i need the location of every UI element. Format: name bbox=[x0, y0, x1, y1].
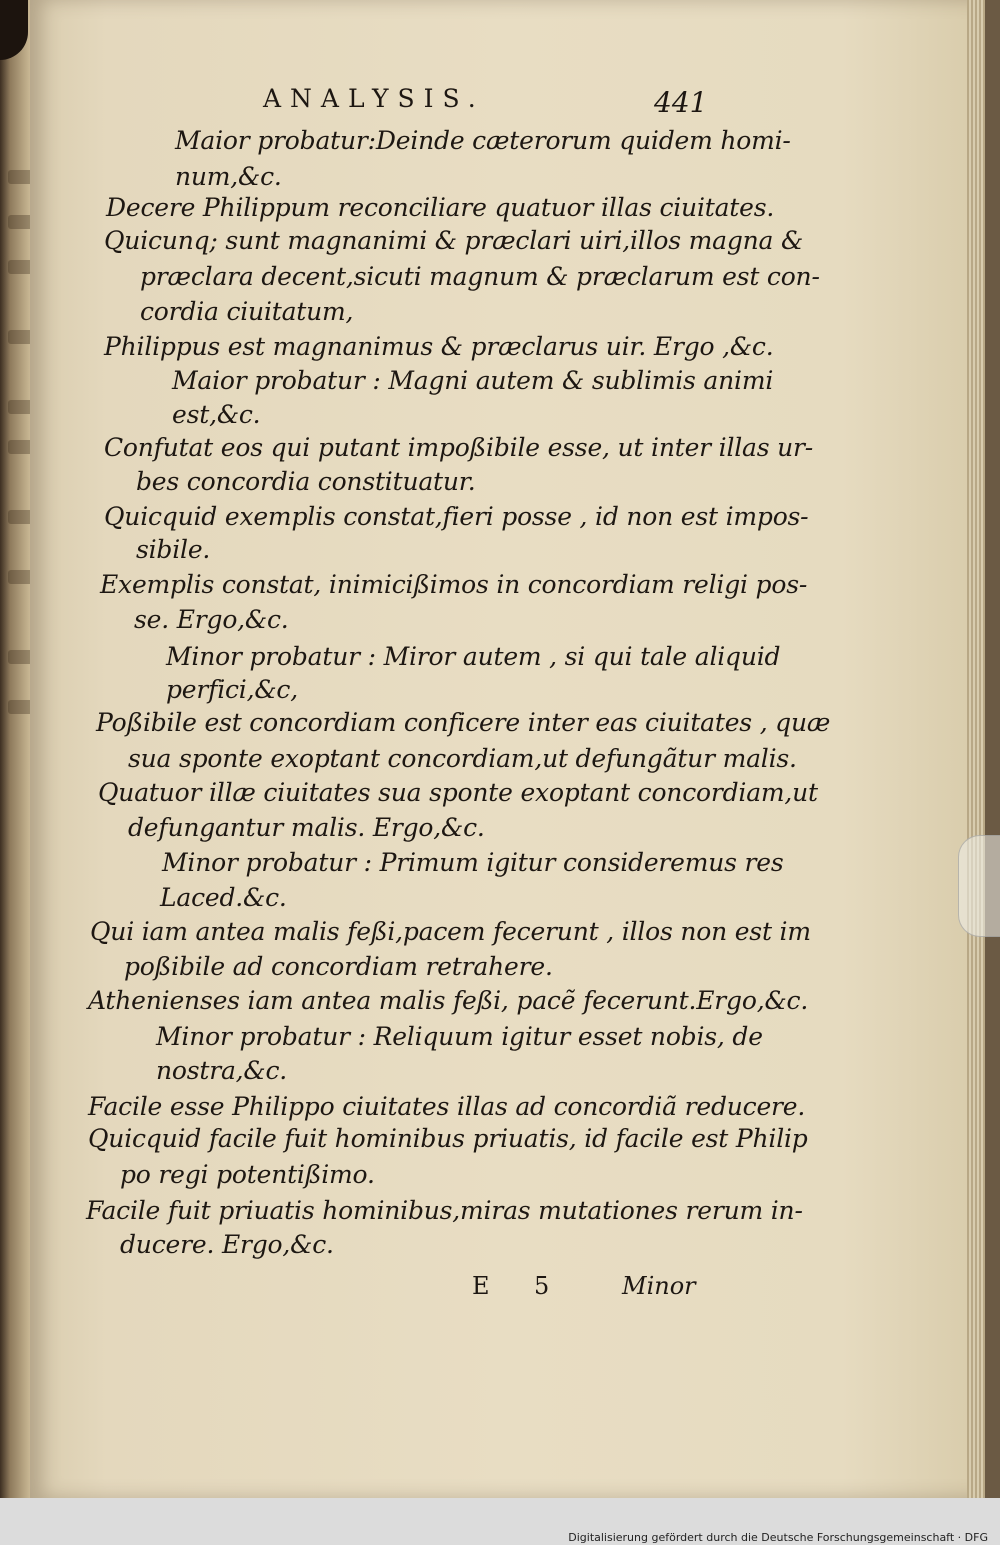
text-line: Quatuor illæ ciuitates sua sponte exoptant concordiam,ut bbox=[98, 778, 818, 807]
text-line: Poßibile est concordiam conficere inter eas ciuitates , quæ bbox=[96, 708, 831, 737]
signature-mark: E bbox=[472, 1272, 490, 1300]
text-line: ducere. Ergo,&c. bbox=[120, 1230, 334, 1259]
text-line: sibile. bbox=[136, 535, 211, 564]
text-line: Minor probatur : Reliquum igitur esset nobis, de bbox=[156, 1022, 763, 1051]
text-line: Facile esse Philippo ciuitates illas ad concordiã reducere. bbox=[88, 1092, 806, 1121]
text-line: num,&c. bbox=[175, 162, 282, 191]
text-line: Philippus est magnanimus & præclarus uir. Ergo ,&c. bbox=[104, 332, 774, 361]
catchword: Minor bbox=[622, 1272, 696, 1300]
text-line: Quicquid exemplis constat,fieri posse , id non est impos- bbox=[104, 502, 809, 531]
text-line: bes concordia constituatur. bbox=[136, 467, 476, 496]
text-line: Minor probatur : Primum igitur consideremus res bbox=[162, 848, 784, 877]
text-line: Maior probatur:Deinde cæterorum quidem homi- bbox=[175, 126, 791, 155]
text-line: Quicunq; sunt magnanimi & præclari uiri,illos magna & bbox=[104, 226, 804, 255]
text-line: se. Ergo,&c. bbox=[134, 605, 289, 634]
signature-number: 5 bbox=[534, 1272, 550, 1300]
text-line: Athenienses iam antea malis feßi, pacẽ fecerunt.Ergo,&c. bbox=[88, 986, 809, 1015]
text-line: po regi potentißimo. bbox=[120, 1160, 375, 1189]
text-line: Maior probatur : Magni autem & sublimis animi bbox=[172, 366, 774, 395]
text-line: sua sponte exoptant concordiam,ut defungãtur malis. bbox=[128, 744, 797, 773]
text-line: Confutat eos qui putant impoßibile esse, ut inter illas ur- bbox=[104, 433, 814, 462]
text-line: Quicquid facile fuit hominibus priuatis, id facile est Philip bbox=[88, 1124, 808, 1153]
text-line: nostra,&c. bbox=[156, 1056, 288, 1085]
text-line: cordia ciuitatum, bbox=[140, 297, 354, 326]
digitization-credit: Digitalisierung gefördert durch die Deutsche Forschungsgemeinschaft · DFG bbox=[568, 1531, 988, 1544]
text-line: poßibile ad concordiam retrahere. bbox=[124, 952, 553, 981]
text-line: perfici,&c, bbox=[166, 675, 298, 704]
running-title: ANALYSIS. bbox=[263, 84, 485, 113]
text-line: defungantur malis. Ergo,&c. bbox=[128, 813, 485, 842]
page-number: 441 bbox=[654, 86, 708, 119]
text-line: Decere Philippum reconciliare quatuor illas ciuitates. bbox=[106, 193, 775, 222]
text-line: est,&c. bbox=[172, 400, 261, 429]
text-line: Qui iam antea malis feßi,pacem fecerunt , illos non est im bbox=[90, 917, 811, 946]
text-line: præclara decent,sicuti magnum & præclarum est con- bbox=[140, 262, 820, 291]
text-line: Exemplis constat, inimicißimos in concordiam religi pos- bbox=[100, 570, 808, 599]
text-line: Laced.&c. bbox=[160, 883, 287, 912]
text-line: Minor probatur : Miror autem , si qui tale aliquid bbox=[166, 642, 781, 671]
text-line: Facile fuit priuatis hominibus,miras mutationes rerum in- bbox=[86, 1196, 803, 1225]
